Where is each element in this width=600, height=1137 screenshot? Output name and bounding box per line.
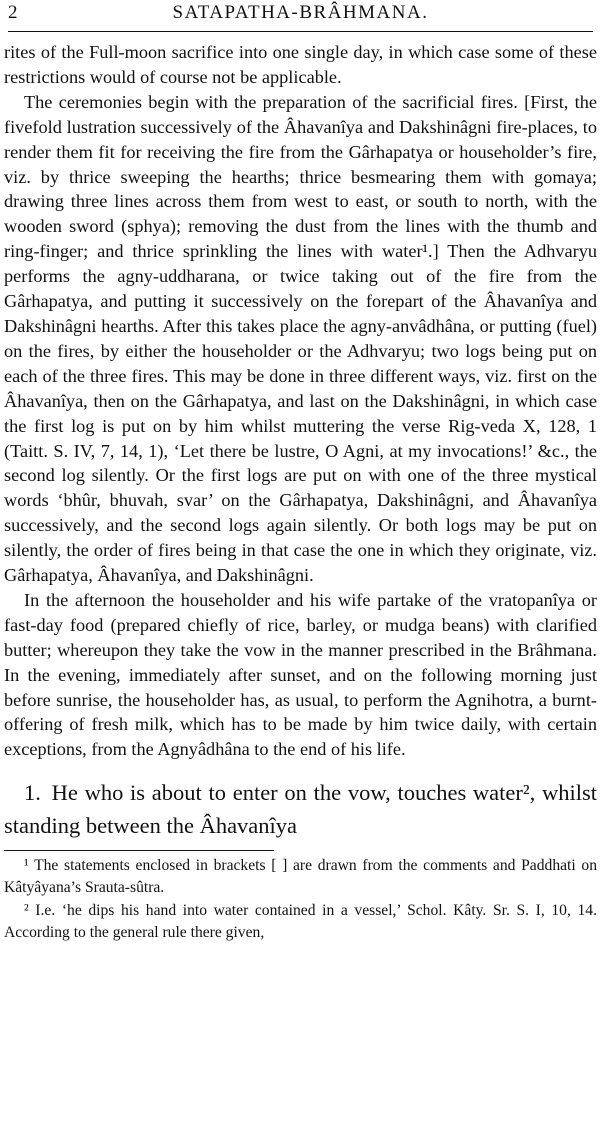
verse-text: He who is about to enter on the vow, touches water², whilst standing between the Âhavanîya <box>4 780 597 839</box>
footnote-rule <box>4 850 274 851</box>
paragraph-afternoon: In the afternoon the householder and his wife partake of the vratopanîya or fast-day food (prepared chiefly of rice, barley, or mudga beans) with clarified butter; whereupon they take the vow in the manner prescribed in the Brâhmana. In the evening, immediately after sunset, and on the following morning just before sunrise, the householder has, as usual, to perform the Agnihotra, a burnt-offering of fresh milk, which has to be made by him twice daily, with certain exceptions, from the Agnyâdhâna to the end of his life. <box>4 589 597 760</box>
footnote-1: ¹ The statements enclosed in brackets [ ] are drawn from the comments and Paddhati on Kâtyâyana’s Srauta-sûtra. <box>4 857 597 896</box>
page-header <box>4 0 597 40</box>
paragraph-continued: rites of the Full-moon sacrifice into one single day, in which case some of these restrictions would of course not be applicable. <box>4 42 597 87</box>
verse-paragraph <box>4 776 597 842</box>
paragraph-ceremonies: The ceremonies begin with the preparation of the sacrificial fires. [First, the fivefold lustration successively of the Âhavanîya and Dakshinâgni fire-places, to render them fit for receiving the fire from the Gârhapatya or householder’s fire, viz. by thrice sweeping the hearths; thrice besmearing them with gomaya; drawing three lines across them from west to east, or south to north, with the wooden sword (sphya); removing the dust from the lines with the thumb and ring-finger; and thrice sprinkling the lines with water¹.] Then the Adhvaryu performs the agny-uddharana, or twice taking out of the fire from the Gârhapatya, and putting it successively on the forepart of the Âhavanîya and Dakshinâgni hearths. After this takes place the agny-anvâdhâna, or putting (fuel) on the fires, by either the householder or the Adhvaryu; two logs being put on each of the three fires. This may be done in three different ways, viz. first on the Âhavanîya, then on the Gârhapatya, and last on the Dakshinâgni, in which case the first log is put on by him whilst muttering the verse Rig-veda X, 128, 1 (Taitt. S. IV, 7, 14, 1), ‘Let there be lustre, O Agni, at my invocations!’ &c., the second log silently. Or the first logs are put on with one of the three mystical words ‘bhûr, bhuvah, svar’ on the Gârhapatya, Dakshinâgni, and Âhavanîya successively, and the second logs again silently. Or both logs may be put on silently, the order of fires being in that case the one in which they originate, viz. Gârhapatya, Âhavanîya, and Dakshinâgni. <box>4 91 597 586</box>
footnotes <box>4 855 597 943</box>
body-text <box>4 40 597 762</box>
running-title: SATAPATHA-BRÂHMANA. <box>172 2 429 23</box>
page-number: 2 <box>8 2 18 23</box>
verse-number: 1. <box>24 780 41 806</box>
footnote-2: ² I.e. ‘he dips his hand into water contained in a vessel,’ Schol. Kâty. Sr. S. I, 10, 14. According to the general rule there given, <box>4 902 597 941</box>
header-rule <box>8 31 593 32</box>
